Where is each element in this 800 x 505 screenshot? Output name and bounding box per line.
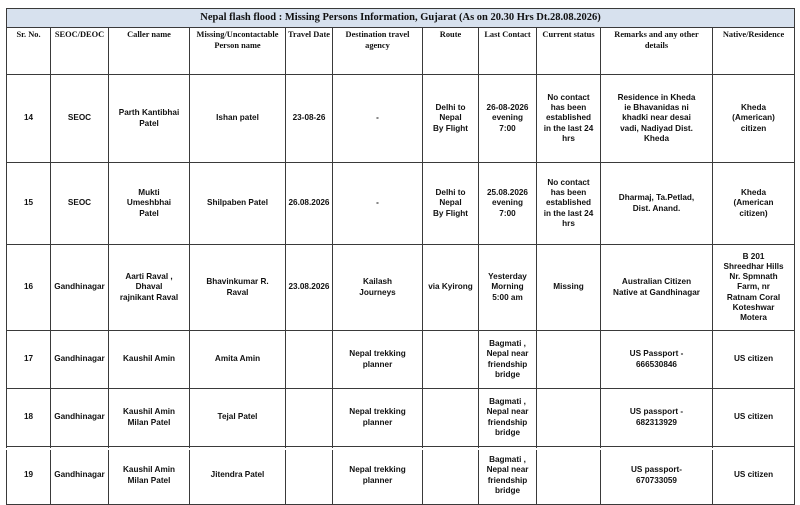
table-row (7, 245, 795, 331)
cell-destination-agency: Nepal trekking planner (333, 389, 423, 447)
cell-travel-date: 23.08.2026 (286, 245, 333, 331)
cell-route (423, 331, 479, 389)
header-row (7, 28, 795, 75)
cell-route: Delhi to Nepal By Flight (423, 163, 479, 245)
cell-seoc-deoc: SEOC (51, 75, 109, 163)
cell-caller-name: Aarti Raval , Dhaval rajnikant Raval (109, 245, 190, 331)
cell-caller-name: Kaushil Amin Milan Patel (109, 447, 190, 505)
cell-current-status: No contact has been established in the last 24 hrs (537, 75, 601, 163)
cell-route (423, 447, 479, 505)
cell-last-contact: 26-08-2026 evening 7:00 (479, 75, 537, 163)
col-header-caller-name: Caller name (109, 28, 190, 75)
col-header-sr-no: Sr. No. (7, 28, 51, 75)
cell-seoc-deoc: Gandhinagar (51, 447, 109, 505)
cell-missing-person: Shilpaben Patel (190, 163, 286, 245)
cell-travel-date: 23-08-26 (286, 75, 333, 163)
table-row (7, 331, 795, 389)
cell-caller-name: Kaushil Amin (109, 331, 190, 389)
cell-travel-date (286, 331, 333, 389)
cell-sr-no: 18 (7, 389, 51, 447)
cell-native-residence: Kheda (American citizen) (713, 163, 795, 245)
report-title: Nepal flash flood : Missing Persons Information, Gujarat (As on 20.30 Hrs Dt.28.08.2026) (7, 9, 795, 28)
col-header-missing-person: Missing/Uncontactable Person name (190, 28, 286, 75)
cell-remarks: US Passport - 666530846 (601, 331, 713, 389)
cell-sr-no: 14 (7, 75, 51, 163)
title-row (7, 9, 795, 28)
cell-seoc-deoc: SEOC (51, 163, 109, 245)
cell-last-contact: Bagmati , Nepal near friendship bridge (479, 389, 537, 447)
cell-missing-person: Jitendra Patel (190, 447, 286, 505)
cell-native-residence: US citizen (713, 389, 795, 447)
cell-destination-agency: - (333, 75, 423, 163)
cell-remarks: US passport- 670733059 (601, 447, 713, 505)
table-row (7, 163, 795, 245)
cell-native-residence: B 201 Shreedhar Hills Nr. Spmnath Farm, nr Ratnam Coral Koteshwar Motera (713, 245, 795, 331)
cell-missing-person: Amita Amin (190, 331, 286, 389)
cell-seoc-deoc: Gandhinagar (51, 245, 109, 331)
cell-current-status: No contact has been established in the last 24 hrs (537, 163, 601, 245)
cell-remarks: Residence in Kheda ie Bhavanidas ni khadki near desai vadi, Nadiyad Dist. Kheda (601, 75, 713, 163)
cell-travel-date (286, 447, 333, 505)
cell-route (423, 389, 479, 447)
cell-last-contact: Bagmati , Nepal near friendship bridge (479, 331, 537, 389)
cell-caller-name: Parth Kantibhai Patel (109, 75, 190, 163)
cell-destination-agency: Nepal trekking planner (333, 331, 423, 389)
cell-native-residence: Kheda (American) citizen (713, 75, 795, 163)
table-row (7, 75, 795, 163)
cell-remarks: US passport - 682313929 (601, 389, 713, 447)
col-header-native-residence: Native/Residence (713, 28, 795, 75)
cell-route: Delhi to Nepal By Flight (423, 75, 479, 163)
page-cut-edge (6, 448, 794, 450)
cell-current-status: Missing (537, 245, 601, 331)
cell-sr-no: 19 (7, 447, 51, 505)
cell-current-status (537, 447, 601, 505)
col-header-current-status: Current status (537, 28, 601, 75)
cell-native-residence: US citizen (713, 331, 795, 389)
cell-caller-name: Kaushil Amin Milan Patel (109, 389, 190, 447)
cell-last-contact: 25.08.2026 evening 7:00 (479, 163, 537, 245)
cell-destination-agency: - (333, 163, 423, 245)
cell-missing-person: Ishan patel (190, 75, 286, 163)
col-header-travel-date: Travel Date (286, 28, 333, 75)
cell-current-status (537, 389, 601, 447)
cell-destination-agency: Nepal trekking planner (333, 447, 423, 505)
cell-destination-agency: Kailash Journeys (333, 245, 423, 331)
cell-remarks: Dharmaj, Ta.Petlad, Dist. Anand. (601, 163, 713, 245)
cell-caller-name: Mukti Umeshbhai Patel (109, 163, 190, 245)
table-row (7, 447, 795, 505)
cell-travel-date (286, 389, 333, 447)
cell-last-contact: Bagmati , Nepal near friendship bridge (479, 447, 537, 505)
table-row (7, 389, 795, 447)
cell-missing-person: Bhavinkumar R. Raval (190, 245, 286, 331)
cell-sr-no: 15 (7, 163, 51, 245)
cell-sr-no: 16 (7, 245, 51, 331)
cell-remarks: Australian Citizen Native at Gandhinagar (601, 245, 713, 331)
cell-current-status (537, 331, 601, 389)
cell-last-contact: Yesterday Morning 5:00 am (479, 245, 537, 331)
missing-persons-sheet (6, 8, 794, 495)
cell-route: via Kyirong (423, 245, 479, 331)
col-header-remarks: Remarks and any other details (601, 28, 713, 75)
missing-persons-table (6, 8, 795, 505)
col-header-destination-agency: Destination travel agency (333, 28, 423, 75)
cell-travel-date: 26.08.2026 (286, 163, 333, 245)
cell-seoc-deoc: Gandhinagar (51, 389, 109, 447)
col-header-seoc-deoc: SEOC/DEOC (51, 28, 109, 75)
cell-sr-no: 17 (7, 331, 51, 389)
cell-seoc-deoc: Gandhinagar (51, 331, 109, 389)
cell-native-residence: US citizen (713, 447, 795, 505)
cell-missing-person: Tejal Patel (190, 389, 286, 447)
col-header-last-contact: Last Contact (479, 28, 537, 75)
col-header-route: Route (423, 28, 479, 75)
